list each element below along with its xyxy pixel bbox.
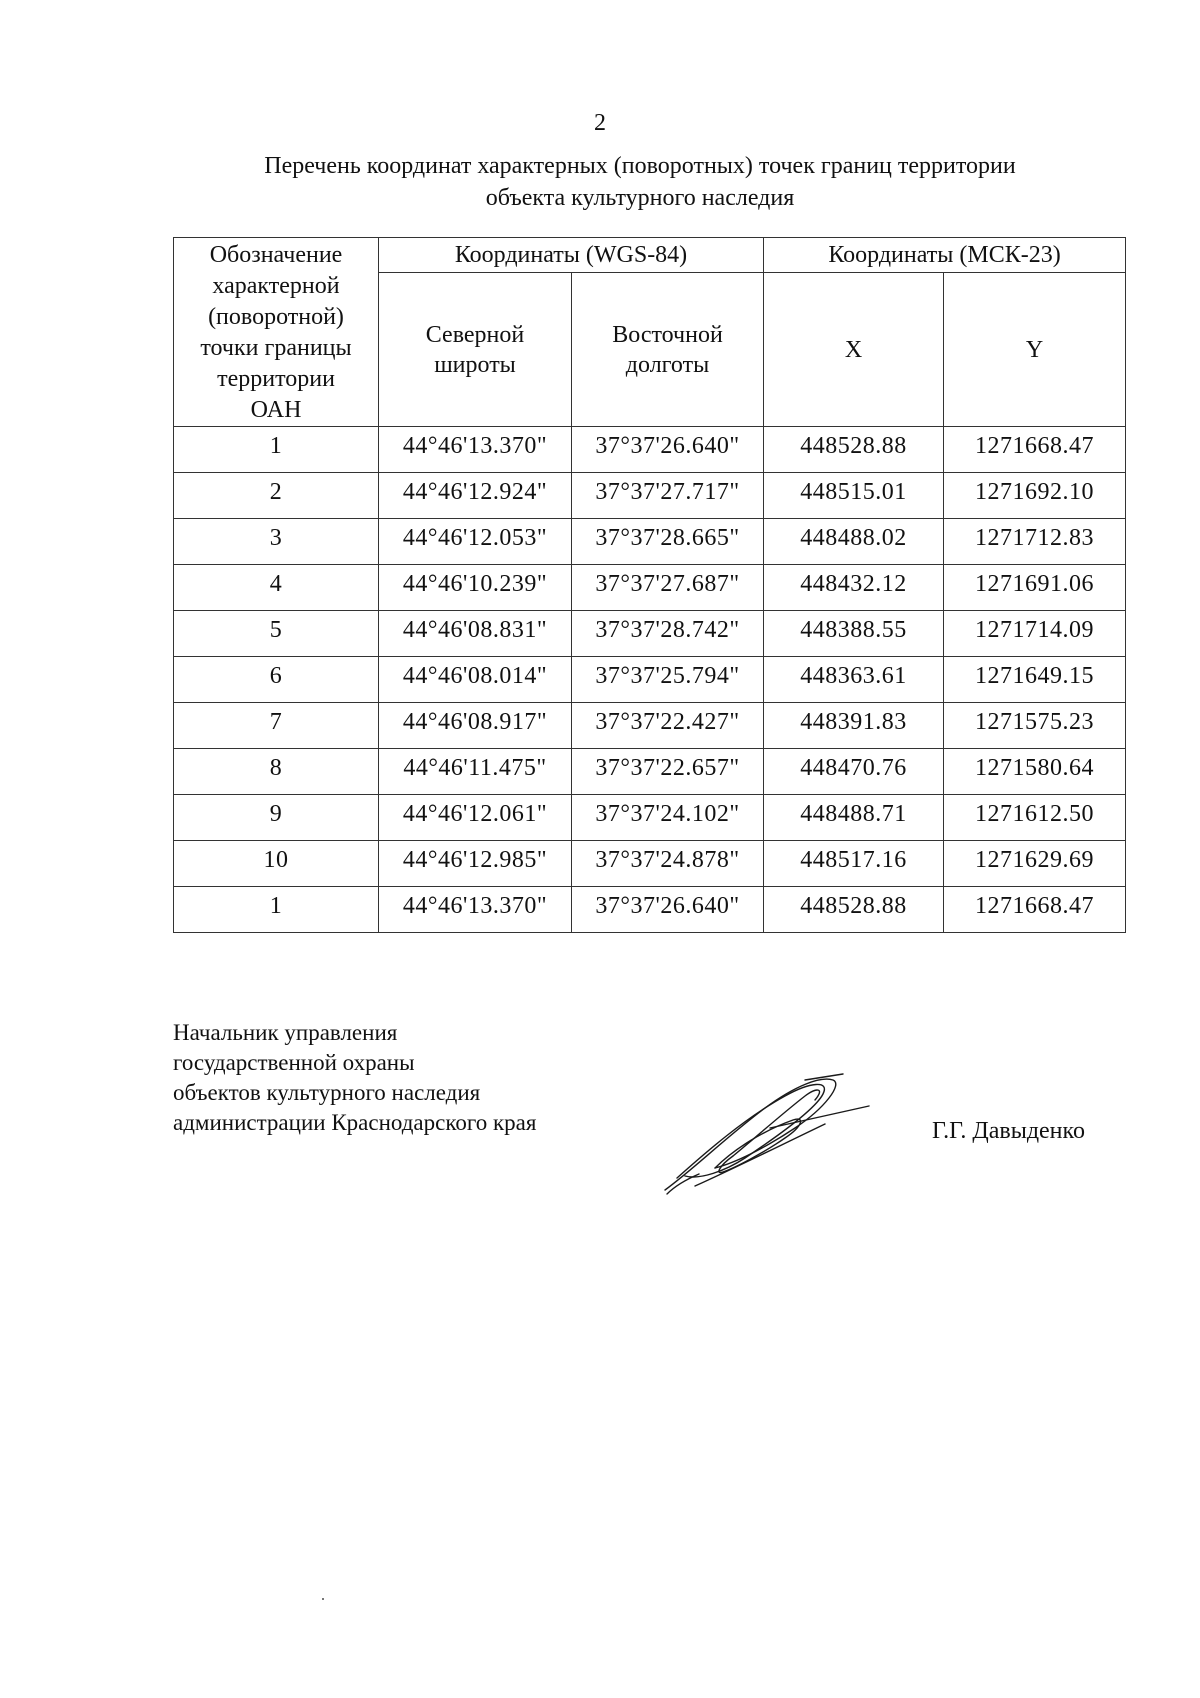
table-row <box>174 749 1126 795</box>
table-row <box>174 611 1126 657</box>
point-cell: 2 <box>174 473 379 519</box>
latitude-cell: 44°46'13.370" <box>379 887 572 933</box>
x-cell: 448391.83 <box>764 703 944 749</box>
table-row <box>174 657 1126 703</box>
x-cell: 448528.88 <box>764 887 944 933</box>
point-cell: 10 <box>174 841 379 887</box>
y-cell: 1271612.50 <box>944 795 1126 841</box>
table-row <box>174 473 1126 519</box>
table-row <box>174 887 1126 933</box>
x-cell: 448488.02 <box>764 519 944 565</box>
y-cell: 1271629.69 <box>944 841 1126 887</box>
scan-speck <box>322 1598 324 1600</box>
y-cell: 1271668.47 <box>944 427 1126 473</box>
y-cell: 1271668.47 <box>944 887 1126 933</box>
designation-header-line: ОАН <box>250 397 302 423</box>
longitude-cell: 37°37'26.640" <box>572 427 764 473</box>
wgs84-group-header: Координаты (WGS-84) <box>379 238 764 273</box>
designation-header-line: точки границы <box>200 335 352 361</box>
signer-position-line: администрации Краснодарского края <box>173 1110 537 1135</box>
longitude-column-header <box>572 273 764 427</box>
table-row <box>174 703 1126 749</box>
latitude-cell: 44°46'08.831" <box>379 611 572 657</box>
y-cell: 1271580.64 <box>944 749 1126 795</box>
longitude-cell: 37°37'28.742" <box>572 611 764 657</box>
signer-position-line: объектов культурного наследия <box>173 1080 481 1105</box>
longitude-cell: 37°37'22.657" <box>572 749 764 795</box>
y-cell: 1271575.23 <box>944 703 1126 749</box>
handwritten-signature <box>655 1068 885 1198</box>
longitude-header-line: долготы <box>625 351 710 378</box>
designation-header-line: территории <box>217 366 335 392</box>
x-cell: 448528.88 <box>764 427 944 473</box>
latitude-cell: 44°46'08.014" <box>379 657 572 703</box>
table-header-row <box>174 238 1126 273</box>
signer-position <box>173 1018 536 1138</box>
signer-name: Г.Г. Давыденко <box>932 1118 1085 1144</box>
coordinates-table <box>173 237 1126 933</box>
point-cell: 1 <box>174 427 379 473</box>
latitude-cell: 44°46'08.917" <box>379 703 572 749</box>
y-column-header: Y <box>944 273 1126 427</box>
longitude-cell: 37°37'24.878" <box>572 841 764 887</box>
point-cell: 7 <box>174 703 379 749</box>
latitude-cell: 44°46'12.985" <box>379 841 572 887</box>
designation-header-line: (поворотной) <box>208 304 344 330</box>
x-cell: 448363.61 <box>764 657 944 703</box>
longitude-cell: 37°37'26.640" <box>572 887 764 933</box>
latitude-column-header <box>379 273 572 427</box>
latitude-cell: 44°46'12.061" <box>379 795 572 841</box>
y-cell: 1271691.06 <box>944 565 1126 611</box>
msk23-group-header: Координаты (МСК-23) <box>764 238 1126 273</box>
point-cell: 6 <box>174 657 379 703</box>
x-cell: 448517.16 <box>764 841 944 887</box>
x-cell: 448515.01 <box>764 473 944 519</box>
latitude-header-line: широты <box>434 351 516 378</box>
longitude-cell: 37°37'27.717" <box>572 473 764 519</box>
designation-column-header <box>174 238 379 427</box>
longitude-cell: 37°37'24.102" <box>572 795 764 841</box>
signer-position-line: Начальник управления <box>173 1020 398 1045</box>
table-row <box>174 795 1126 841</box>
designation-header-line: Обозначение <box>209 242 343 268</box>
point-cell: 8 <box>174 749 379 795</box>
y-cell: 1271712.83 <box>944 519 1126 565</box>
x-cell: 448488.71 <box>764 795 944 841</box>
latitude-cell: 44°46'12.924" <box>379 473 572 519</box>
latitude-cell: 44°46'13.370" <box>379 427 572 473</box>
point-cell: 5 <box>174 611 379 657</box>
table-row <box>174 427 1126 473</box>
page-number: 2 <box>594 110 606 136</box>
y-cell: 1271714.09 <box>944 611 1126 657</box>
designation-header-line: характерной <box>212 273 340 299</box>
document-title-line-2: объекта культурного наследия <box>485 185 795 211</box>
y-cell: 1271649.15 <box>944 657 1126 703</box>
longitude-cell: 37°37'28.665" <box>572 519 764 565</box>
table-row <box>174 565 1126 611</box>
point-cell: 4 <box>174 565 379 611</box>
x-cell: 448470.76 <box>764 749 944 795</box>
longitude-cell: 37°37'25.794" <box>572 657 764 703</box>
longitude-cell: 37°37'27.687" <box>572 565 764 611</box>
longitude-header-line: Восточной <box>612 321 723 348</box>
latitude-cell: 44°46'12.053" <box>379 519 572 565</box>
x-cell: 448388.55 <box>764 611 944 657</box>
latitude-cell: 44°46'11.475" <box>379 749 572 795</box>
signer-position-line: государственной охраны <box>173 1050 415 1075</box>
x-cell: 448432.12 <box>764 565 944 611</box>
y-cell: 1271692.10 <box>944 473 1126 519</box>
table-row <box>174 519 1126 565</box>
document-title <box>160 150 1120 214</box>
longitude-cell: 37°37'22.427" <box>572 703 764 749</box>
table-row <box>174 841 1126 887</box>
latitude-header-line: Северной <box>425 321 525 348</box>
document-title-line-1: Перечень координат характерных (поворотных) точек границ территории <box>264 153 1016 179</box>
point-cell: 9 <box>174 795 379 841</box>
x-column-header: X <box>764 273 944 427</box>
point-cell: 1 <box>174 887 379 933</box>
latitude-cell: 44°46'10.239" <box>379 565 572 611</box>
point-cell: 3 <box>174 519 379 565</box>
